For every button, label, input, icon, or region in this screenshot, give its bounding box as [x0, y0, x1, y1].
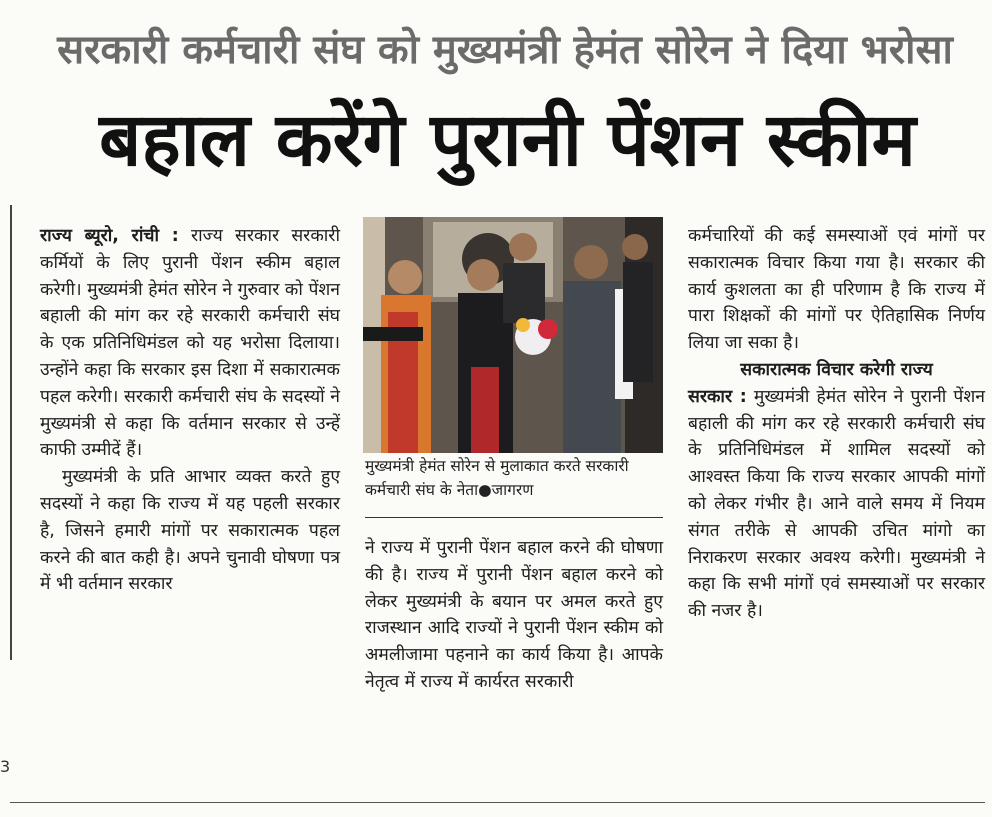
caption-divider — [365, 517, 663, 518]
dateline: राज्य ब्यूरो, रांची : — [40, 226, 179, 246]
subheading: सकारात्मक विचार करेगी राज्य — [740, 359, 933, 380]
news-photo — [363, 217, 663, 453]
column-3-paragraph-1: कर्मचारियों की कई समस्याओं एवं मांगों पर सकारात्मक विचार किया गया है। सरकार की कार्य कुशलता का ही परिणाम है कि राज्य में पारा शिक्षकों की मांगों पर ऐतिहासिक निर्णय लिया जा सका है। — [688, 226, 985, 354]
article-headline: बहाल करेंगे पुरानी पेंशन स्कीम — [99, 97, 916, 183]
subheading-lead: सरकार : — [688, 386, 747, 407]
article-column-3 — [688, 223, 985, 625]
photo-illustration — [363, 217, 663, 453]
column-3-paragraph-2: मुख्यमंत्री हेमंत सोरेन ने पुरानी पेंशन बहाली की मांग कर रहे सरकारी कर्मचारी संघ के प्रतिनिधिमंडल में शामिल सदस्यों को आश्वस्त किया कि राज्य सरकार आपकी मांगों को लेकर गंभीर है। आने वाले समय में नियम संगत तरीके से आपकी उचित मांगो का निराकरण सरकार अवश्य करेगी। मुख्यमंत्री ने कहा कि सभी मांगों एवं समस्याओं पर सरकार की नजर है। — [688, 386, 985, 622]
column-1-paragraph-2: मुख्यमंत्री के प्रति आभार व्यक्त करते हुए सदस्यों ने कहा कि राज्य में यह पहली सरकार है, जिसने हमारी मांगों पर सकारात्मक पहल करने की बात कही है। अपने चुनावी घोषणा पत्र में भी वर्तमान सरकार — [40, 467, 340, 595]
column-divider — [10, 205, 12, 660]
page-number: 3 — [0, 757, 11, 776]
column-1-paragraph-1: राज्य सरकार सरकारी कर्मियों के लिए पुरानी पेंशन स्कीम बहाल करेगी। मुख्यमंत्री हेमंत सोरेन ने गुरुवार को पेंशन बहाली की मांग कर रहे सरकारी कर्मचारी संघ के एक प्रतिनिधिमंडल को यह भरोसा दिलाया। उन्होंने कहा कि सरकार इस दिशा में सकारात्मक पहल करेगी। सरकारी कर्मचारी संघ के सदस्यों ने मुख्यमंत्री से कहा कि वर्तमान सरकार से उन्हें काफी उम्मीदें हैं। — [40, 226, 341, 461]
column-2-paragraph: ने राज्य में पुरानी पेंशन बहाल करने की घोषणा की है। राज्य में पुरानी पेंशन बहाल करने को लेकर मुख्यमंत्री के बयान पर अमल करते हुए राजस्थान आदि राज्यों ने पुरानी पेंशन स्कीम को अमलीजामा पहनाने का कार्य किया है। आपके नेतृत्व में राज्य में कार्यरत सरकारी — [365, 538, 663, 692]
article-column-2 — [365, 535, 663, 696]
article-kicker: सरकारी कर्मचारी संघ को मुख्यमंत्री हेमंत सोरेन ने दिया भरोसा — [57, 27, 953, 73]
bottom-divider — [10, 802, 985, 803]
photo-caption: मुख्यमंत्री हेमंत सोरेन से मुलाकात करते सरकारी कर्मचारी संघ के नेता●जागरण — [365, 457, 629, 499]
article-column-1 — [40, 223, 340, 598]
